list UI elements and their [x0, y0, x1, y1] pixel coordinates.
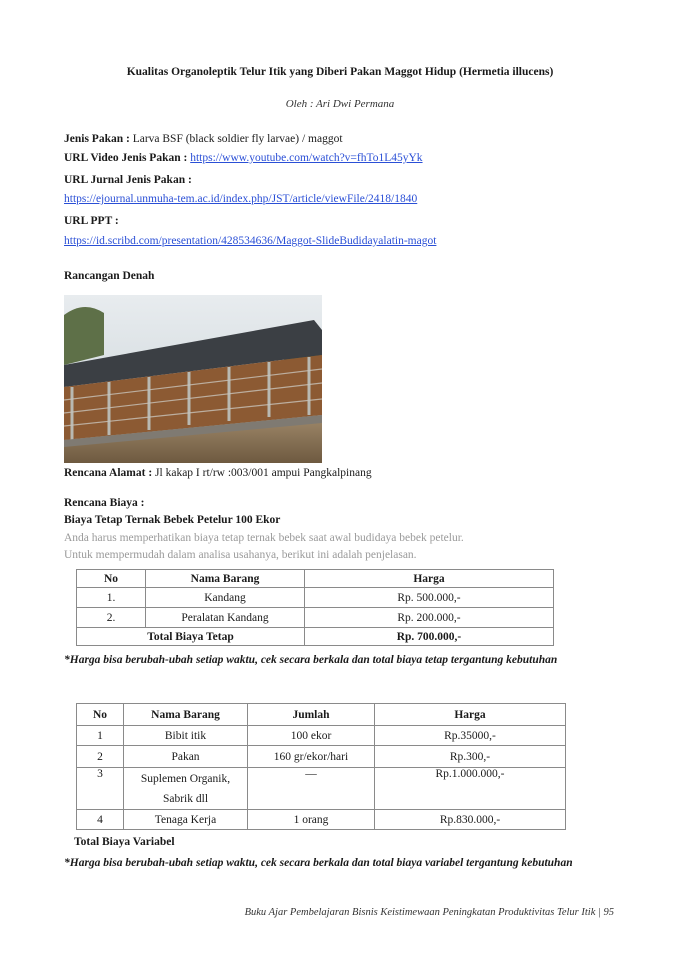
cell-harga: Rp.35000,- — [375, 726, 566, 746]
col-header-nama: Nama Barang — [146, 570, 305, 588]
biaya-tetap-desc-2: Untuk mempermudah dalam analisa usahanya, berikut ini adalah penjelasan. — [64, 549, 417, 561]
cell-harga: Rp.300,- — [375, 746, 566, 768]
table-row — [77, 810, 566, 830]
jenis-pakan-value: Larva BSF (black soldier fly larvae) / maggot — [132, 133, 343, 145]
url-video-label: URL Video Jenis Pakan : — [64, 152, 188, 164]
cell-jumlah: 100 ekor — [248, 726, 375, 746]
author-line: Oleh : Ari Dwi Permana — [285, 98, 395, 110]
cell-nama: Pakan — [124, 746, 248, 768]
alamat-label: Rencana Alamat : — [64, 467, 153, 479]
note-biaya-tetap: *Harga bisa berubah-ubah setiap waktu, cek secara berkala dan total biaya tetap tergantung kebutuhan — [64, 654, 558, 666]
table-row — [77, 726, 566, 746]
cell-jumlah: — — [248, 768, 375, 810]
table-header-row — [77, 570, 554, 588]
cell-nama: Kandang — [146, 588, 305, 608]
total-tetap-value: Rp. 700.000,- — [305, 628, 554, 646]
cell-harga: Rp. 200.000,- — [305, 608, 554, 628]
url-jurnal-label: URL Jurnal Jenis Pakan : — [64, 174, 192, 186]
cell-jumlah: 160 gr/ekor/hari — [248, 746, 375, 768]
total-tetap-label: Total Biaya Tetap — [77, 628, 305, 646]
cell-no: 3 — [77, 768, 124, 810]
biaya-tetap-desc-1: Anda harus memperhatikan biaya tetap ternak bebek saat awal budidaya bebek petelur. — [64, 532, 464, 544]
cell-nama: Tenaga Kerja — [124, 810, 248, 830]
url-ppt-label: URL PPT : — [64, 215, 119, 227]
table-header-row — [77, 704, 566, 726]
total-variabel-label: Total Biaya Variabel — [74, 836, 175, 848]
alamat-value: Jl kakap I rt/rw :003/001 ampui Pangkalpinang — [155, 467, 372, 479]
cell-nama: Suplemen Organik, Sabrik dll — [124, 768, 248, 810]
url-video-link[interactable]: https://www.youtube.com/watch?v=fhTo1L45yYk — [190, 152, 423, 164]
col-header-nama: Nama Barang — [124, 704, 248, 726]
col-header-jumlah: Jumlah — [248, 704, 375, 726]
table-row — [77, 588, 554, 608]
cell-jumlah: 1 orang — [248, 810, 375, 830]
cell-no: 4 — [77, 810, 124, 830]
note-biaya-variabel: *Harga bisa berubah-ubah setiap waktu, cek secara berkala dan total biaya variabel tergantung kebutuhan — [64, 857, 573, 869]
col-header-no: No — [77, 704, 124, 726]
cell-no: 1. — [77, 588, 146, 608]
cell-no: 1 — [77, 726, 124, 746]
biaya-tetap-heading: Biaya Tetap Ternak Bebek Petelur 100 Ekor — [64, 514, 281, 526]
cell-harga: Rp. 500.000,- — [305, 588, 554, 608]
table-total-row — [77, 628, 554, 646]
kandang-photo — [64, 295, 322, 463]
page-title: Kualitas Organoleptik Telur Itik yang Diberi Pakan Maggot Hidup (Hermetia illucens) — [126, 66, 554, 78]
col-header-harga: Harga — [305, 570, 554, 588]
table-row — [77, 768, 566, 810]
cell-nama: Peralatan Kandang — [146, 608, 305, 628]
url-ppt-link[interactable]: https://id.scribd.com/presentation/428534636/Maggot-SlideBudidayalatin-magot — [64, 235, 437, 247]
url-video-line — [64, 150, 423, 166]
biaya-heading: Rencana Biaya : — [64, 497, 145, 509]
cell-no: 2 — [77, 746, 124, 768]
url-ppt-line — [64, 233, 436, 249]
alamat-line — [64, 465, 372, 481]
col-header-harga: Harga — [375, 704, 566, 726]
url-jurnal-line — [64, 191, 417, 207]
biaya-tetap-table — [76, 569, 554, 646]
cell-nama: Bibit itik — [124, 726, 248, 746]
col-header-no: No — [77, 570, 146, 588]
table-row — [77, 746, 566, 768]
table-row — [77, 608, 554, 628]
cell-harga: Rp.1.000.000,- — [375, 768, 566, 810]
jenis-pakan-line — [64, 131, 343, 147]
jenis-pakan-label: Jenis Pakan : — [64, 133, 130, 145]
url-jurnal-link[interactable]: https://ejournal.unmuha-tem.ac.id/index.php/JST/article/viewFile/2418/1840 — [64, 193, 418, 205]
cell-harga: Rp.830.000,- — [375, 810, 566, 830]
rancangan-heading: Rancangan Denah — [64, 270, 155, 282]
cell-no: 2. — [77, 608, 146, 628]
page-footer: Buku Ajar Pembelajaran Bisnis Keistimewaan Peningkatan Produktivitas Telur Itik | 95 — [244, 907, 614, 918]
biaya-variabel-table — [76, 703, 566, 830]
